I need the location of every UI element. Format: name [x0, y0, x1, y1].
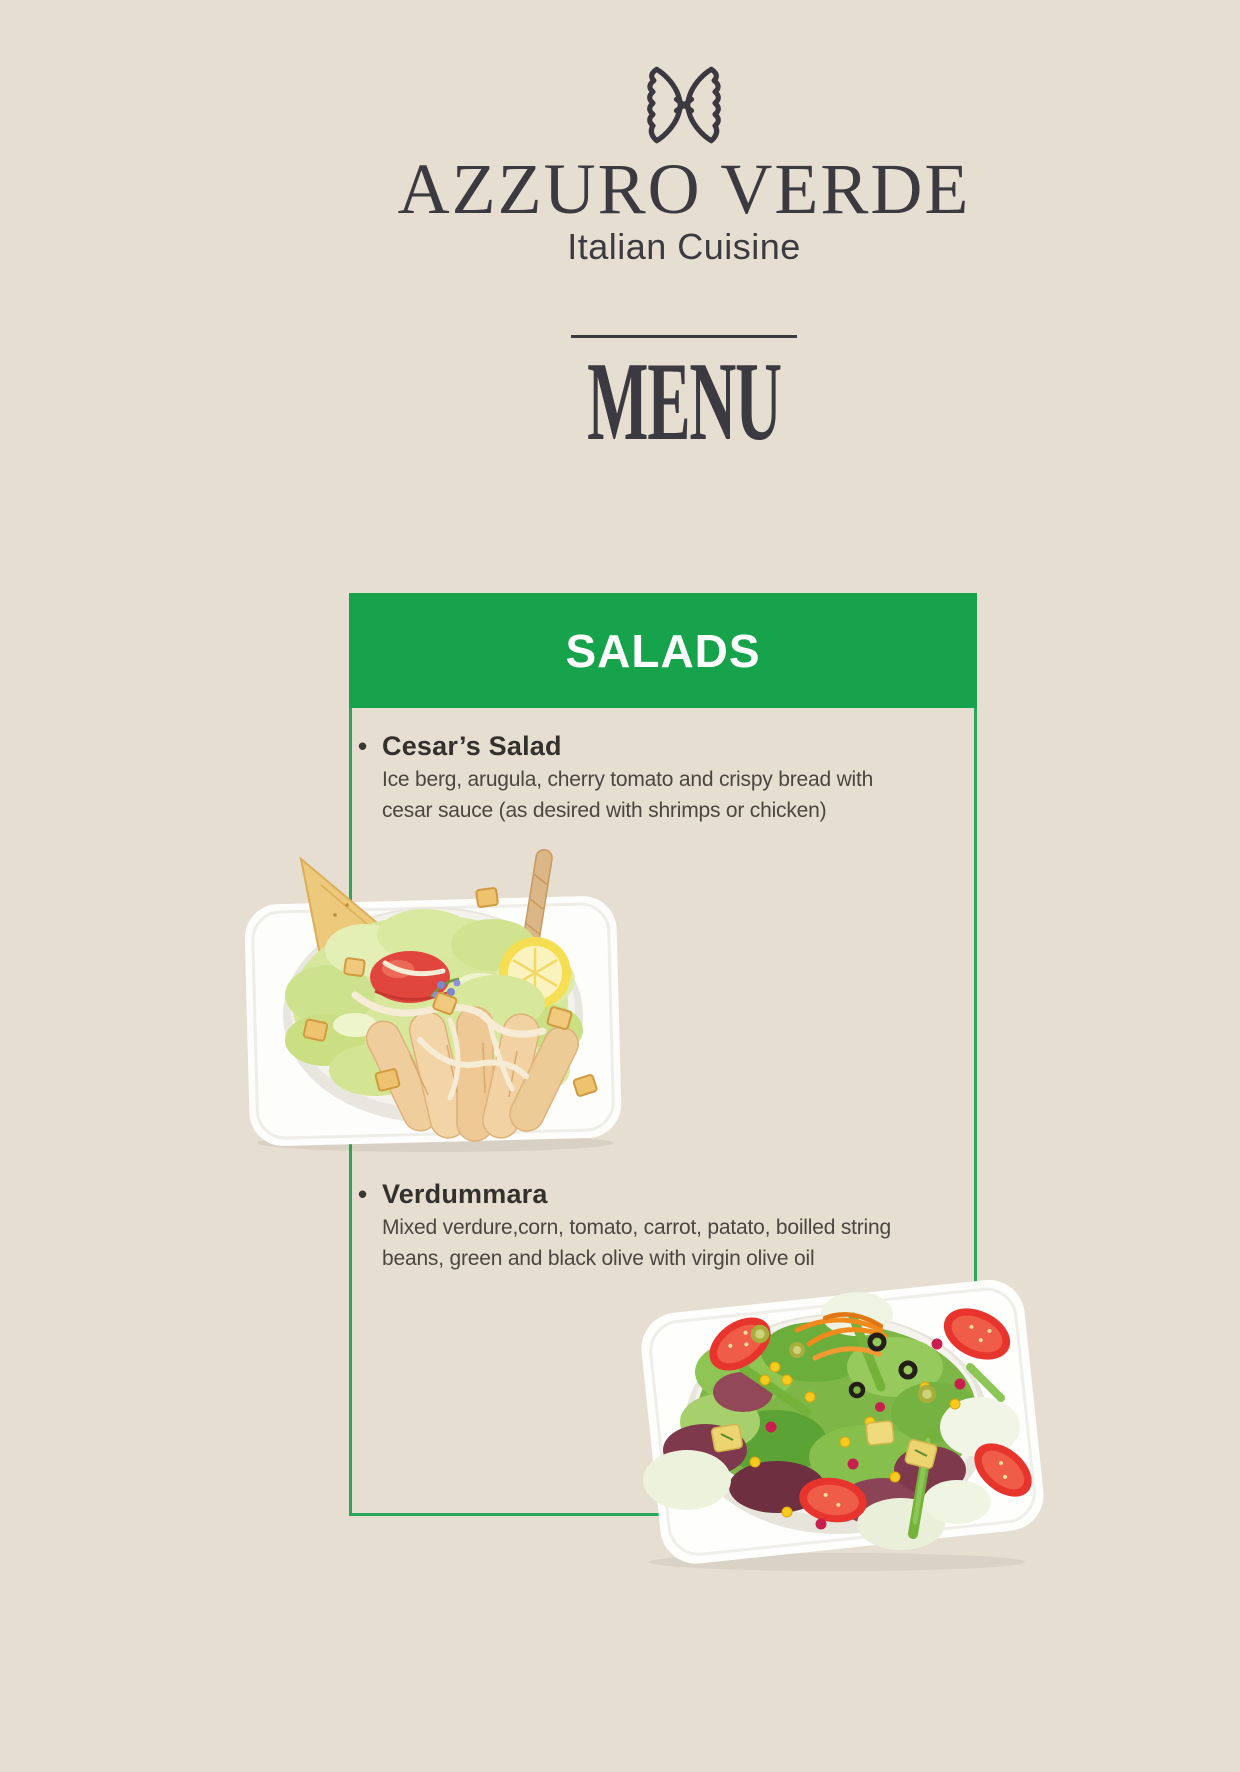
brand-name: AZZURO VERDE — [397, 149, 971, 229]
item-description — [382, 764, 970, 826]
description-line: Ice berg, arugula, cherry tomato and crispy bread with — [382, 768, 874, 791]
bullet-icon: • — [358, 1179, 368, 1209]
item-name: Verdummara — [382, 1179, 548, 1209]
header-divider — [571, 335, 797, 338]
item-name: Cesar’s Salad — [382, 731, 562, 761]
description-line: cesar sauce (as desired with shrimps or chicken) — [382, 799, 827, 822]
section-title: SALADS — [565, 624, 761, 677]
menu-title-text: MENU — [587, 340, 781, 464]
mixed-verdure-salad-photo — [625, 1272, 1055, 1572]
brand-tagline: Italian Cuisine — [567, 226, 801, 267]
description-line: beans, green and black olive with virgin olive oil — [382, 1247, 815, 1270]
menu-title — [517, 340, 851, 464]
item-description — [382, 1212, 970, 1274]
bullet-icon: • — [358, 731, 368, 761]
caesar-salad-photo — [235, 845, 635, 1155]
menu-item-cesars-salad — [358, 729, 970, 826]
description-line: Mixed verdure,corn, tomato, carrot, patato, boilled string — [382, 1216, 891, 1239]
salads-section-header — [349, 593, 977, 708]
menu-item-verdummara — [358, 1177, 970, 1274]
farfalle-pasta-icon — [637, 58, 731, 152]
brand-header — [0, 0, 1240, 470]
